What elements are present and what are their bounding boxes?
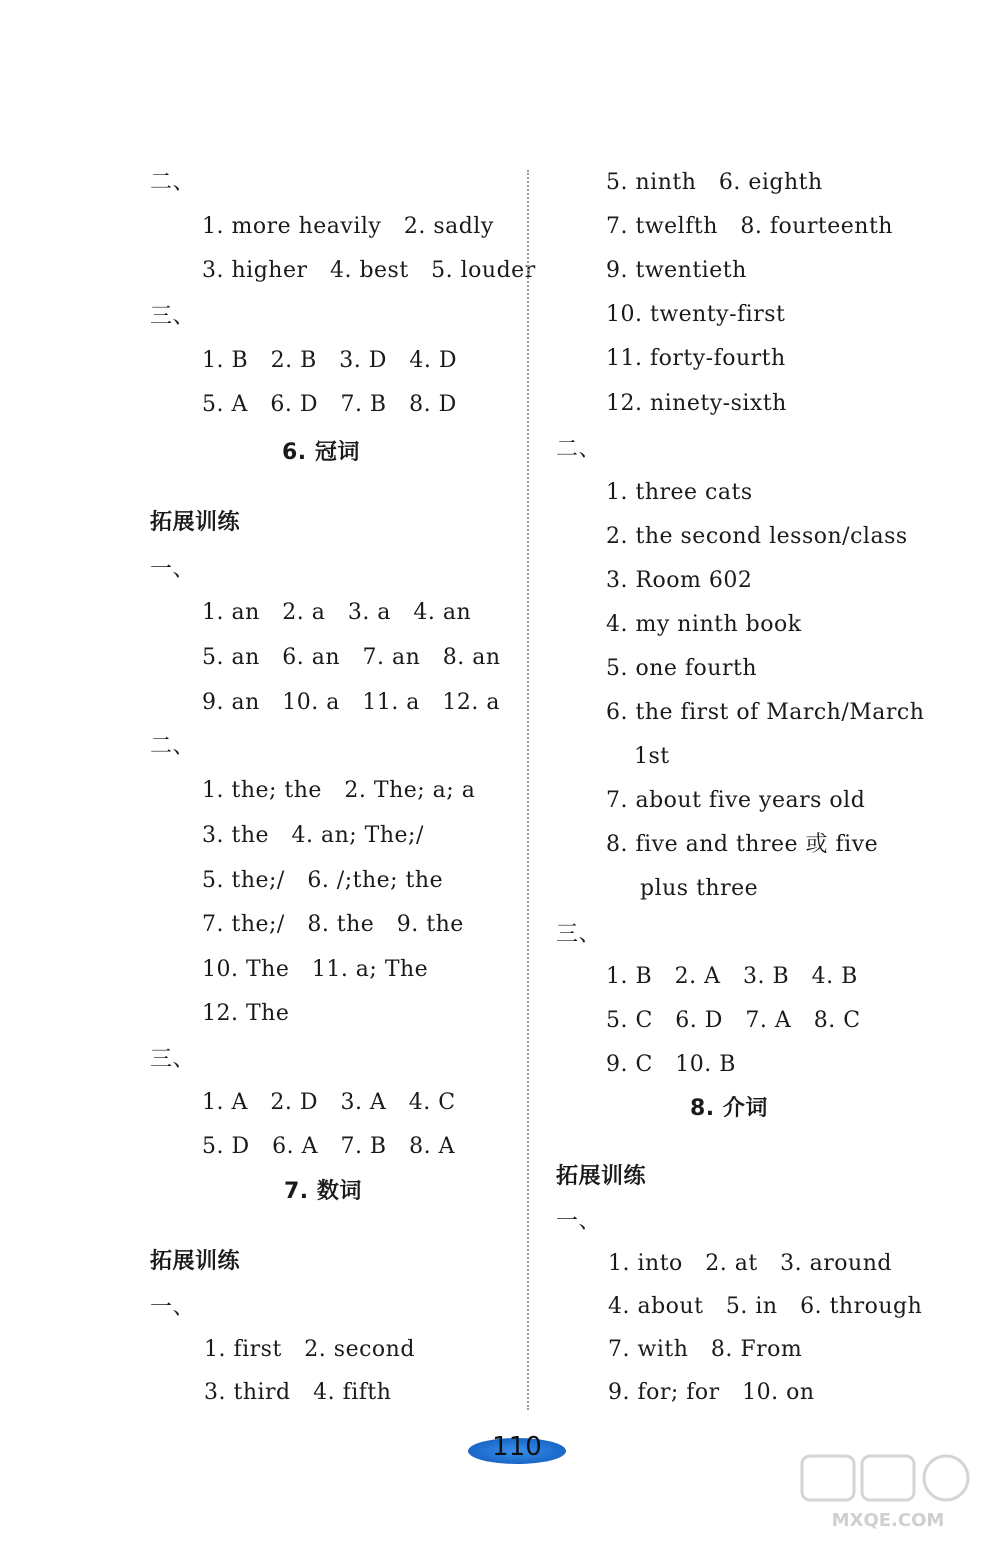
section-marker: 三、 <box>150 1047 196 1072</box>
section-marker: 二、 <box>556 437 602 462</box>
answer-line: 1. more heavily 2. sadly <box>202 214 494 239</box>
answer-line: 7. the;/ 8. the 9. the <box>202 912 464 937</box>
watermark-logo <box>788 1452 988 1532</box>
watermark-text: MXQE.COM <box>831 1510 945 1531</box>
answer-line: plus three <box>640 876 759 901</box>
section-marker: 三、 <box>150 304 196 329</box>
answer-line: 1. into 2. at 3. around <box>608 1251 892 1276</box>
answer-line: 5. A 6. D 7. B 8. D <box>202 392 457 417</box>
answer-line: 10. The 11. a; The <box>202 957 429 982</box>
section-marker: 二、 <box>150 734 196 759</box>
answer-line: 10. twenty-first <box>606 302 786 327</box>
subsection-heading: 拓展训练 <box>556 1164 647 1189</box>
column-divider <box>527 170 529 1410</box>
answer-line: 1. the; the 2. The; a; a <box>202 778 476 803</box>
subsection-heading: 拓展训练 <box>150 510 241 535</box>
section-marker: 一、 <box>150 1295 196 1320</box>
answer-line: 1. B 2. A 3. B 4. B <box>606 964 858 989</box>
subsection-heading: 拓展训练 <box>150 1249 241 1274</box>
answer-line: 12. ninety-sixth <box>606 391 787 416</box>
answer-line: 8. five and three 或 five <box>606 832 879 857</box>
chapter-heading: 8. 介词 <box>690 1096 768 1121</box>
answer-line: 1st <box>634 744 670 769</box>
answer-line: 1. first 2. second <box>204 1337 415 1362</box>
answer-line: 3. third 4. fifth <box>204 1380 392 1405</box>
answer-line: 9. twentieth <box>606 258 747 283</box>
answer-line: 5. the;/ 6. /;the; the <box>202 868 444 893</box>
section-marker: 一、 <box>150 557 196 582</box>
chapter-heading: 6. 冠词 <box>282 440 360 465</box>
answer-line: 5. one fourth <box>606 656 757 681</box>
answer-line: 1. an 2. a 3. a 4. an <box>202 600 472 625</box>
page-number: 110 <box>492 1432 542 1462</box>
answer-line: 9. C 10. B <box>606 1052 736 1077</box>
answer-line: 3. Room 602 <box>606 568 753 593</box>
section-marker: 二、 <box>150 170 196 195</box>
answer-line: 3. the 4. an; The;/ <box>202 823 424 848</box>
answer-line: 1. B 2. B 3. D 4. D <box>202 348 457 373</box>
answer-line: 4. my ninth book <box>606 612 802 637</box>
answer-line: 5. C 6. D 7. A 8. C <box>606 1008 861 1033</box>
section-marker: 一、 <box>556 1209 602 1234</box>
answer-line: 3. higher 4. best 5. louder <box>202 258 536 283</box>
answer-line: 9. for; for 10. on <box>608 1380 815 1405</box>
chapter-heading: 7. 数词 <box>284 1179 362 1204</box>
section-marker: 三、 <box>556 922 602 947</box>
answer-line: 4. about 5. in 6. through <box>608 1294 923 1319</box>
answer-line: 5. an 6. an 7. an 8. an <box>202 645 501 670</box>
answer-line: 2. the second lesson/class <box>606 524 908 549</box>
answer-line: 9. an 10. a 11. a 12. a <box>202 690 500 715</box>
answer-line: 7. with 8. From <box>608 1337 803 1362</box>
answer-line: 1. three cats <box>606 480 753 505</box>
answer-line: 11. forty-fourth <box>606 346 786 371</box>
answer-line: 1. A 2. D 3. A 4. C <box>202 1090 456 1115</box>
answer-line: 12. The <box>202 1001 290 1026</box>
answer-line: 7. about five years old <box>606 788 866 813</box>
answer-line: 7. twelfth 8. fourteenth <box>606 214 893 239</box>
answer-line: 5. D 6. A 7. B 8. A <box>202 1134 455 1159</box>
answer-line: 5. ninth 6. eighth <box>606 170 823 195</box>
answer-line: 6. the first of March/March <box>606 700 925 725</box>
